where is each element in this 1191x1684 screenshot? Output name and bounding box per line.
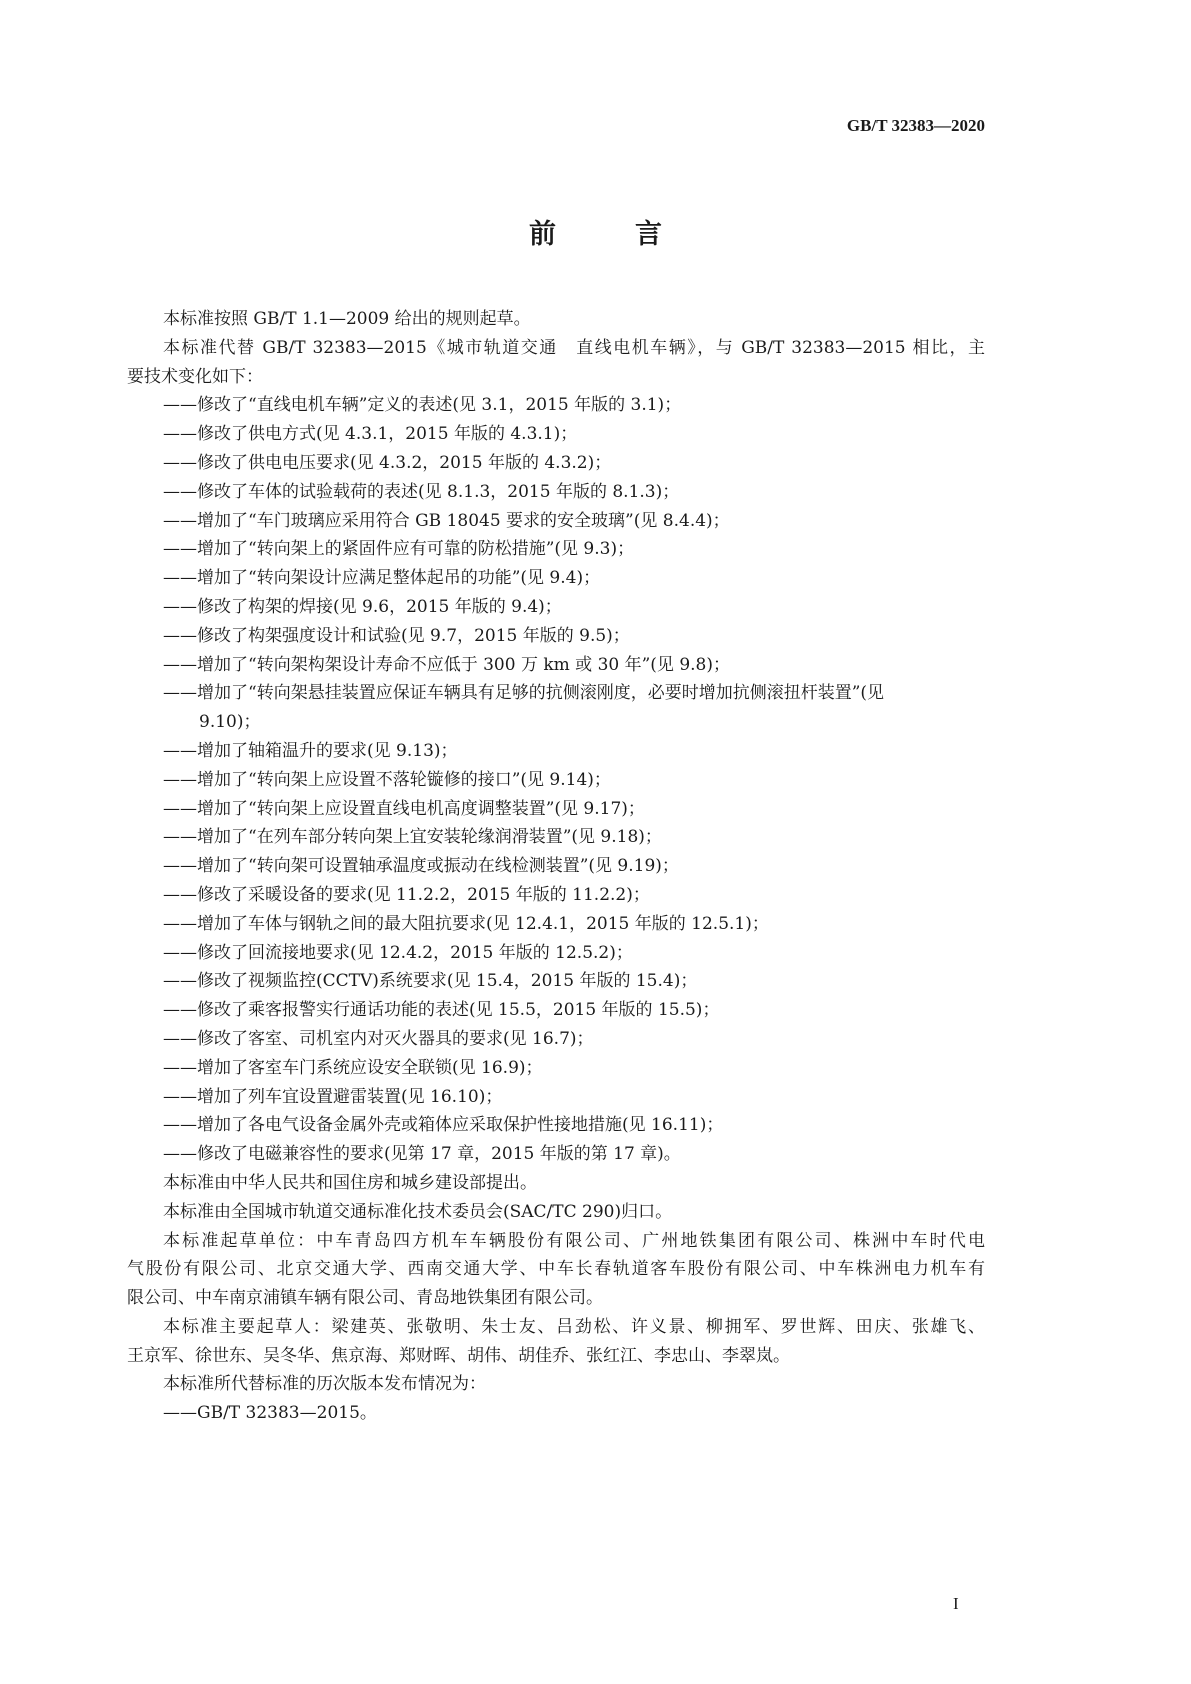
change-list-item [127, 449, 985, 478]
text-line: 9.10)； [199, 712, 261, 733]
standard-number-header: GB/T 32383—2020 [846, 116, 985, 135]
text-line: ——增加了轴箱温升的要求(见 9.13)； [163, 740, 458, 761]
text-line: ——增加了“转向架可设置轴承温度或振动在线检测装置”(见 9.19)； [163, 856, 679, 877]
change-list-item [127, 795, 985, 824]
change-list-item [127, 593, 985, 622]
text-line: 本标准所代替标准的历次版本发布情况为： [163, 1374, 486, 1395]
text-line: ——修改了乘客报警实行通话功能的表述(见 15.5，2015 年版的 15.5)； [163, 1000, 720, 1021]
change-list-item [127, 622, 985, 651]
change-list-item [127, 420, 985, 449]
paragraph [127, 305, 985, 334]
text-line: ——修改了视频监控(CCTV)系统要求(见 15.4，2015 年版的 15.4)； [163, 971, 698, 992]
change-list-item [127, 996, 985, 1025]
text-line: ——修改了电磁兼容性的要求(见第 17 章，2015 年版的第 17 章)。 [163, 1144, 681, 1165]
foreword-body [127, 305, 985, 1428]
text-line: ——增加了“转向架上的紧固件应有可靠的防松措施”(见 9.3)； [163, 539, 635, 560]
change-list-item [127, 967, 985, 996]
text-line: ——增加了“在列车部分转向架上宜安装轮缘润滑装置”(见 9.18)； [163, 827, 662, 848]
text-line: ——增加了客室车门系统应设安全联锁(见 16.9)； [163, 1057, 543, 1078]
text-line: ——修改了采暖设备的要求(见 11.2.2，2015 年版的 11.2.2)； [163, 884, 650, 905]
text-line: ——修改了回流接地要求(见 12.4.2，2015 年版的 12.5.2)； [163, 942, 633, 963]
text-line: 本标准起草单位：中车青岛四方机车车辆股份有限公司、广州地铁集团有限公司、株洲中车时代电 [163, 1230, 985, 1251]
change-list-item [127, 737, 985, 766]
change-list-item [127, 478, 985, 507]
change-list-item [127, 852, 985, 881]
text-line: ——增加了“转向架上应设置不落轮镟修的接口”(见 9.14)； [163, 769, 611, 790]
text-line: 本标准由全国城市轨道交通标准化技术委员会(SAC/TC 290)归口。 [163, 1201, 673, 1222]
text-line: 本标准代替 GB/T 32383—2015《城市轨道交通 直线电机车辆》，与 GB/T 32383—2015 相比，主 [163, 337, 985, 358]
text-line: ——增加了车体与钢轨之间的最大阻抗要求(见 12.4.1，2015 年版的 12.5.1)； [163, 913, 769, 934]
text-line: ——增加了各电气设备金属外壳或箱体应采取保护性接地措施(见 16.11)； [163, 1115, 724, 1136]
change-list-item [127, 1399, 985, 1428]
change-list-item [127, 391, 985, 420]
text-line: ——增加了“车门玻璃应采用符合 GB 18045 要求的安全玻璃”(见 8.4.4)； [163, 510, 730, 531]
paragraph [127, 1227, 985, 1313]
text-line: ——修改了供电方式(见 4.3.1，2015 年版的 4.3.1)； [163, 424, 578, 445]
change-list-item [127, 1025, 985, 1054]
change-list-item [127, 823, 985, 852]
text-line: ——增加了“转向架设计应满足整体起吊的功能”(见 9.4)； [163, 568, 601, 589]
paragraph [127, 1198, 985, 1227]
paragraph [127, 1169, 985, 1198]
page-title: 前 言 [529, 219, 688, 250]
paragraph [127, 1370, 985, 1399]
text-line: 本标准按照 GB/T 1.1—2009 给出的规则起草。 [163, 309, 531, 329]
change-list-item [127, 564, 985, 593]
change-list-item [127, 766, 985, 795]
text-line: 本标准由中华人民共和国住房和城乡建设部提出。 [163, 1172, 537, 1193]
text-line: ——GB/T 32383—2015。 [163, 1403, 377, 1424]
change-list-item [127, 1054, 985, 1083]
change-list-item [127, 1083, 985, 1112]
text-line: ——修改了构架的焊接(见 9.6，2015 年版的 9.4)； [163, 596, 562, 617]
change-list-item [127, 1111, 985, 1140]
change-list-item [127, 507, 985, 536]
text-line: ——修改了供电电压要求(见 4.3.2，2015 年版的 4.3.2)； [163, 452, 612, 473]
text-line: ——修改了构架强度设计和试验(见 9.7，2015 年版的 9.5)； [163, 625, 630, 646]
change-list-item [127, 1140, 985, 1169]
text-line: 要技术变化如下： [127, 366, 263, 387]
text-line: 王京军、徐世东、吴冬华、焦京海、郑财晖、胡伟、胡佳乔、张红江、李忠山、李翠岚。 [127, 1345, 790, 1366]
change-list-item [127, 535, 985, 564]
text-line: 气股份有限公司、北京交通大学、西南交通大学、中车长春轨道客车股份有限公司、中车株洲电力机车有 [127, 1259, 985, 1280]
page-number: I [953, 1594, 959, 1613]
change-list-item [127, 910, 985, 939]
text-line: 本标准主要起草人：梁建英、张敬明、朱士友、吕劲松、许义景、柳拥军、罗世辉、田庆、张雄飞、 [163, 1316, 985, 1337]
paragraph [127, 1313, 985, 1371]
paragraph [127, 334, 985, 392]
text-line: 限公司、中车南京浦镇车辆有限公司、青岛地铁集团有限公司。 [127, 1288, 603, 1309]
change-list-item [127, 651, 985, 680]
text-line: ——修改了客室、司机室内对灭火器具的要求(见 16.7)； [163, 1028, 594, 1049]
text-line: ——增加了“转向架悬挂装置应保证车辆具有足够的抗侧滚刚度，必要时增加抗侧滚扭杆装置”(见 [163, 683, 885, 704]
text-line: ——增加了“转向架上应设置直线电机高度调整装置”(见 9.17)； [163, 798, 645, 819]
text-line: ——增加了“转向架构架设计寿命不应低于 300 万 km 或 30 年”(见 9.8)； [163, 654, 731, 675]
text-line: ——修改了车体的试验载荷的表述(见 8.1.3，2015 年版的 8.1.3)； [163, 481, 680, 502]
text-line: ——增加了列车宜设置避雷装置(见 16.10)； [163, 1086, 503, 1107]
change-list-item [127, 881, 985, 910]
change-list-item [127, 939, 985, 968]
text-line: ——修改了“直线电机车辆”定义的表述(见 3.1，2015 年版的 3.1)； [163, 395, 682, 416]
change-list-item [127, 679, 985, 737]
